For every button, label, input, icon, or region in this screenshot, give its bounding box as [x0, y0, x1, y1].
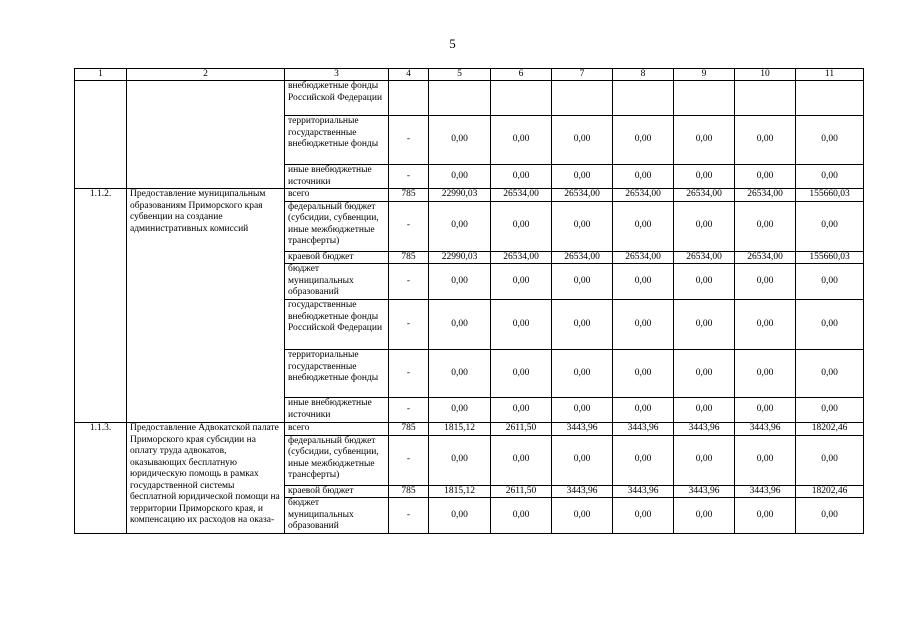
value-cell: 0,00: [674, 398, 735, 423]
value-cell: [552, 81, 613, 116]
value-cell: 0,00: [735, 498, 796, 534]
value-cell: 0,00: [796, 350, 864, 398]
value-cell: 0,00: [613, 350, 674, 398]
code-cell: -: [389, 498, 429, 534]
value-cell: 0,00: [796, 435, 864, 485]
value-cell: 26534,00: [491, 189, 552, 202]
value-cell: 0,00: [491, 498, 552, 534]
header-col-5: 5: [429, 69, 491, 81]
value-cell: 0,00: [491, 201, 552, 251]
value-cell: 0,00: [552, 398, 613, 423]
value-cell: 26534,00: [735, 251, 796, 264]
value-cell: 26534,00: [674, 251, 735, 264]
value-cell: 0,00: [674, 350, 735, 398]
value-cell: 0,00: [735, 398, 796, 423]
budget-table: [74, 68, 864, 534]
value-cell: 0,00: [613, 165, 674, 189]
value-cell: 0,00: [613, 435, 674, 485]
value-cell: 0,00: [796, 116, 864, 165]
value-cell: 0,00: [735, 165, 796, 189]
value-cell: 26534,00: [552, 251, 613, 264]
header-col-10: 10: [735, 69, 796, 81]
value-cell: 26534,00: [613, 189, 674, 202]
value-cell: 0,00: [552, 116, 613, 165]
value-cell: 0,00: [429, 398, 491, 423]
funding-source: территориальные государственные внебюджетные фонды: [285, 350, 389, 398]
value-cell: 0,00: [491, 300, 552, 350]
value-cell: 0,00: [674, 165, 735, 189]
funding-source: иные внебюджетные источники: [285, 165, 389, 189]
value-cell: 0,00: [674, 264, 735, 300]
value-cell: 0,00: [552, 300, 613, 350]
value-cell: 0,00: [674, 201, 735, 251]
value-cell: 0,00: [735, 201, 796, 251]
value-cell: 0,00: [491, 398, 552, 423]
header-col-11: 11: [796, 69, 864, 81]
header-col-7: 7: [552, 69, 613, 81]
code-cell: 785: [389, 485, 429, 498]
funding-source: краевой бюджет: [285, 251, 389, 264]
value-cell: 0,00: [796, 300, 864, 350]
code-cell: -: [389, 116, 429, 165]
value-cell: [613, 81, 674, 116]
value-cell: 18202,46: [796, 485, 864, 498]
code-cell: [389, 81, 429, 116]
value-cell: 0,00: [429, 201, 491, 251]
header-col-3: 3: [285, 69, 389, 81]
header-col-9: 9: [674, 69, 735, 81]
value-cell: [491, 81, 552, 116]
item-name-cell: [127, 81, 285, 189]
funding-source: всего: [285, 189, 389, 202]
value-cell: 155660,03: [796, 251, 864, 264]
value-cell: 3443,96: [552, 423, 613, 436]
code-cell: -: [389, 201, 429, 251]
value-cell: 0,00: [674, 300, 735, 350]
code-cell: 785: [389, 251, 429, 264]
value-cell: [796, 81, 864, 116]
value-cell: 0,00: [613, 116, 674, 165]
value-cell: 0,00: [735, 264, 796, 300]
value-cell: 3443,96: [674, 485, 735, 498]
value-cell: 0,00: [429, 435, 491, 485]
code-cell: 785: [389, 189, 429, 202]
item-number: 1.1.3.: [75, 423, 127, 534]
value-cell: 26534,00: [552, 189, 613, 202]
value-cell: 1815,12: [429, 485, 491, 498]
value-cell: 0,00: [429, 165, 491, 189]
item-number-cell: [75, 81, 127, 189]
code-cell: -: [389, 350, 429, 398]
funding-source: федеральный бюджет (субсидии, субвенции, иные межбюджетные трансферты): [285, 201, 389, 251]
value-cell: 3443,96: [674, 423, 735, 436]
value-cell: 0,00: [429, 350, 491, 398]
funding-source: федеральный бюджет (субсидии, субвенции, иные межбюджетные трансферты): [285, 435, 389, 485]
value-cell: 0,00: [796, 264, 864, 300]
value-cell: 26534,00: [735, 189, 796, 202]
value-cell: 0,00: [613, 398, 674, 423]
value-cell: 22990,03: [429, 189, 491, 202]
code-cell: -: [389, 264, 429, 300]
header-col-6: 6: [491, 69, 552, 81]
header-col-2: 2: [127, 69, 285, 81]
code-cell: 785: [389, 423, 429, 436]
header-col-1: 1: [75, 69, 127, 81]
funding-source: бюджет муниципальных образований: [285, 498, 389, 534]
value-cell: 0,00: [796, 498, 864, 534]
value-cell: 155660,03: [796, 189, 864, 202]
value-cell: 0,00: [491, 264, 552, 300]
code-cell: -: [389, 300, 429, 350]
value-cell: 0,00: [613, 264, 674, 300]
funding-source: бюджет муниципальных образований: [285, 264, 389, 300]
funding-source: территориальные государственные внебюджетные фонды: [285, 116, 389, 165]
funding-source: иные внебюджетные источники: [285, 398, 389, 423]
item-name: Предоставление муниципальным образованиям Приморского края субвенции на создание административных комиссий: [127, 189, 285, 423]
value-cell: 0,00: [735, 300, 796, 350]
value-cell: 0,00: [491, 116, 552, 165]
value-cell: 0,00: [735, 350, 796, 398]
table-row: [75, 423, 864, 436]
value-cell: 26534,00: [491, 251, 552, 264]
value-cell: 0,00: [552, 498, 613, 534]
header-col-8: 8: [613, 69, 674, 81]
value-cell: 1815,12: [429, 423, 491, 436]
item-name: Предоставление Адвокатской палате Приморского края субсидии на оплату труда адвокатов, оказывающих бесплатную юридическую помощь в рамках государственной системы бесплатной юридической помощи на территории Приморского края, и компенсацию их расходов на оказа-: [127, 423, 285, 534]
value-cell: 3443,96: [613, 423, 674, 436]
value-cell: 0,00: [552, 435, 613, 485]
value-cell: 0,00: [674, 116, 735, 165]
funding-source: всего: [285, 423, 389, 436]
value-cell: 0,00: [613, 201, 674, 251]
value-cell: 0,00: [613, 498, 674, 534]
funding-source: краевой бюджет: [285, 485, 389, 498]
value-cell: 0,00: [552, 350, 613, 398]
funding-source: государственные внебюджетные фонды Российской Федерации: [285, 300, 389, 350]
value-cell: 3443,96: [613, 485, 674, 498]
value-cell: 0,00: [796, 165, 864, 189]
value-cell: 3443,96: [552, 485, 613, 498]
value-cell: 0,00: [491, 165, 552, 189]
value-cell: 0,00: [491, 435, 552, 485]
value-cell: 0,00: [429, 116, 491, 165]
page-number: 5: [449, 36, 456, 51]
value-cell: 26534,00: [613, 251, 674, 264]
value-cell: 18202,46: [796, 423, 864, 436]
value-cell: 0,00: [491, 350, 552, 398]
code-cell: -: [389, 398, 429, 423]
value-cell: 26534,00: [674, 189, 735, 202]
value-cell: 0,00: [674, 498, 735, 534]
header-col-4: 4: [389, 69, 429, 81]
code-cell: -: [389, 165, 429, 189]
value-cell: 0,00: [613, 300, 674, 350]
value-cell: 0,00: [552, 165, 613, 189]
value-cell: 22990,03: [429, 251, 491, 264]
value-cell: 0,00: [735, 435, 796, 485]
value-cell: 0,00: [735, 116, 796, 165]
code-cell: -: [389, 435, 429, 485]
value-cell: 0,00: [552, 264, 613, 300]
value-cell: [735, 81, 796, 116]
table-row: [75, 189, 864, 202]
value-cell: 3443,96: [735, 485, 796, 498]
value-cell: [674, 81, 735, 116]
value-cell: 3443,96: [735, 423, 796, 436]
value-cell: 2611,50: [491, 423, 552, 436]
value-cell: 0,00: [429, 498, 491, 534]
value-cell: [429, 81, 491, 116]
value-cell: 0,00: [429, 300, 491, 350]
value-cell: 0,00: [796, 201, 864, 251]
value-cell: 0,00: [552, 201, 613, 251]
header-row: [75, 69, 864, 81]
item-number: 1.1.2.: [75, 189, 127, 423]
value-cell: 0,00: [674, 435, 735, 485]
table-row: [75, 81, 864, 116]
value-cell: 0,00: [429, 264, 491, 300]
value-cell: 2611,50: [491, 485, 552, 498]
value-cell: 0,00: [796, 398, 864, 423]
funding-source: внебюджетные фонды Российской Федерации: [285, 81, 389, 116]
